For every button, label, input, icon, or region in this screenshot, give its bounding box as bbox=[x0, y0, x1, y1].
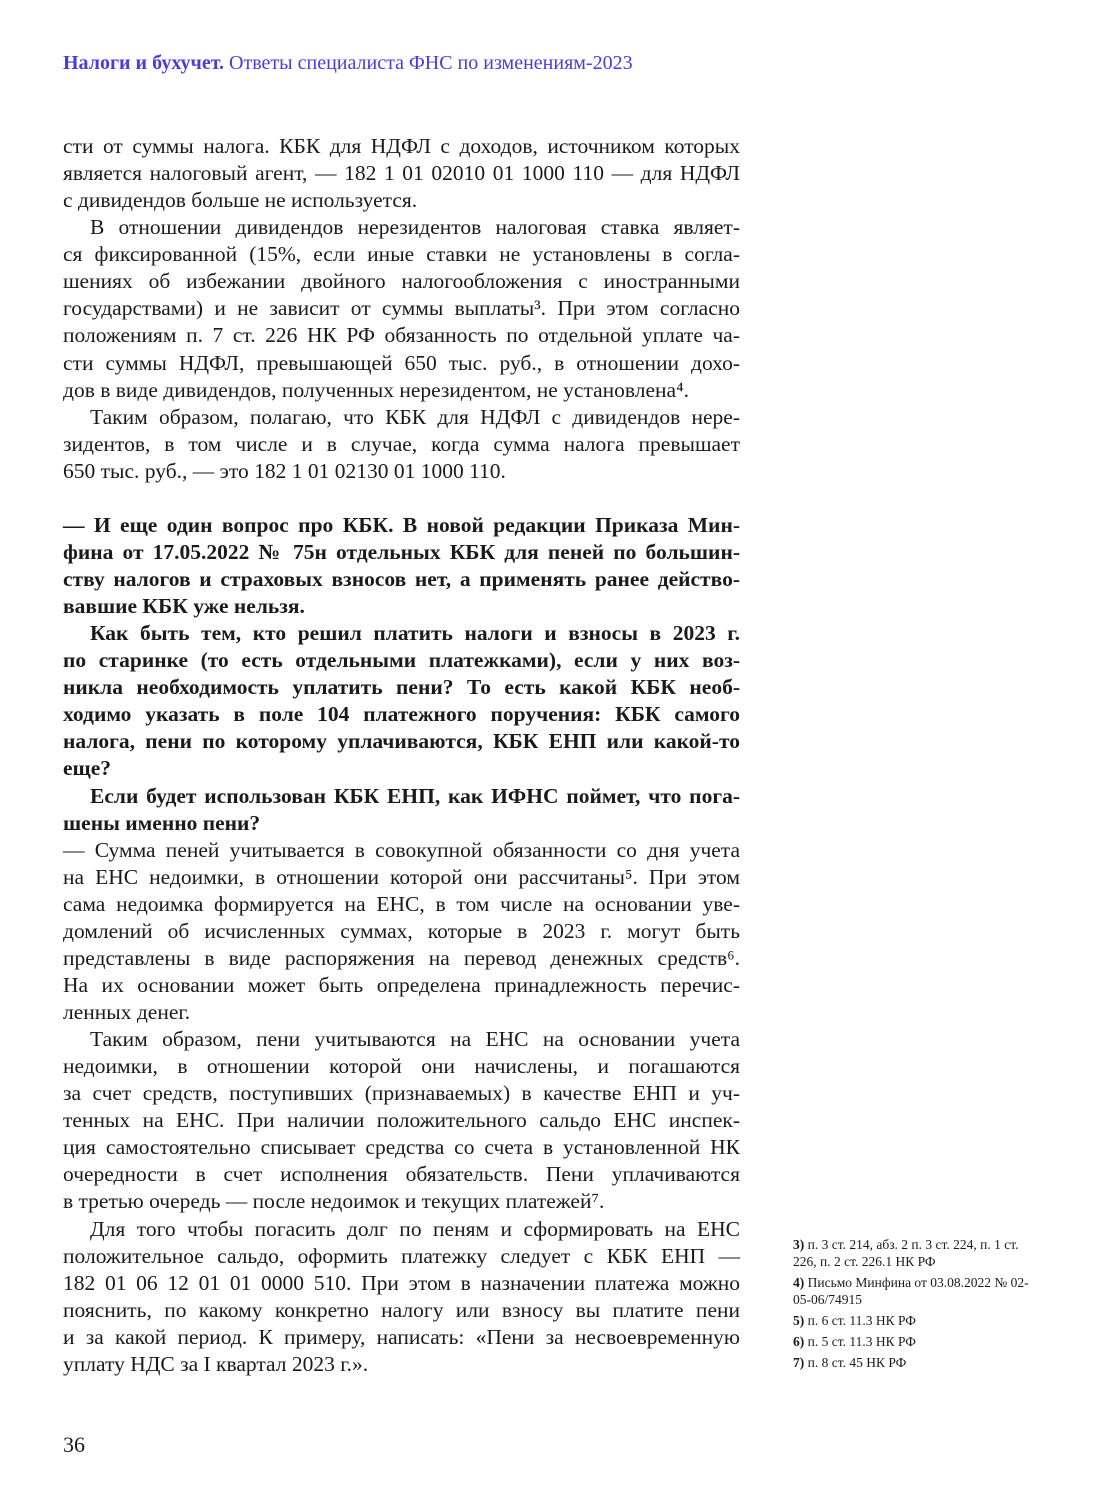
text-line: вавшие КБК уже нельзя. bbox=[63, 594, 305, 619]
footnote-number: 6) bbox=[793, 1334, 805, 1349]
paragraph bbox=[63, 837, 740, 1026]
page-number: 36 bbox=[63, 1432, 85, 1457]
text-line: Таким образом, пени учитываются на ЕНС на основании учета bbox=[90, 1027, 740, 1052]
text-line: по старинке (то есть отдельными платежками), если у них воз- bbox=[63, 648, 740, 673]
text-line: тенных на ЕНС. При наличии положительного сальдо ЕНС инспек- bbox=[63, 1108, 740, 1133]
text-line: в третью очередь — после недоимок и текущих платежей⁷. bbox=[63, 1189, 605, 1214]
text-line: сти суммы НДФЛ, превышающей 650 тыс. руб., в отношении дохо- bbox=[63, 350, 740, 375]
footnote-text: п. 5 ст. 11.3 НК РФ bbox=[807, 1334, 916, 1349]
footnote-text: Письмо Минфина от 03.08.2022 № 02-05-06/74915 bbox=[793, 1275, 1029, 1307]
text-line: сти от суммы налога. КБК для НДФЛ с доходов, источником которых bbox=[63, 134, 740, 158]
text-line: сама недоимка формируется на ЕНС, в том числе на основании уве- bbox=[63, 891, 740, 916]
footnote-text: п. 3 ст. 214, абз. 2 п. 3 ст. 224, п. 1 ст. 226, п. 2 ст. 226.1 НК РФ bbox=[793, 1237, 1019, 1269]
text-line: является налоговый агент, — 182 1 01 02010 01 1000 110 — для НДФЛ bbox=[63, 161, 740, 186]
paragraph bbox=[63, 404, 740, 485]
text-line: еще? bbox=[63, 756, 111, 781]
footnote bbox=[793, 1312, 1033, 1329]
footnote bbox=[793, 1236, 1033, 1270]
text-line: шениях об избежании двойного налогообложения с иностранными bbox=[63, 269, 740, 294]
text-line: фина от 17.05.2022 № 75н отдельных КБК для пеней по большин- bbox=[63, 539, 740, 564]
question-paragraph bbox=[63, 783, 740, 837]
text-line: дов в виде дивидендов, полученных нерезидентом, не установлена⁴. bbox=[63, 377, 689, 402]
text-line: налога, пени по которому уплачиваются, КБК ЕНП или какой-то bbox=[63, 729, 740, 754]
text-line: ходимо указать в поле 104 платежного поручения: КБК самого bbox=[63, 702, 740, 727]
footnote-text: п. 6 ст. 11.3 НК РФ bbox=[807, 1313, 916, 1328]
text-line: На их основании может быть определена принадлежность перечис- bbox=[63, 972, 740, 997]
text-line: зидентов, в том числе и в случае, когда сумма налога превышает bbox=[63, 431, 740, 456]
text-line: 182 01 06 12 01 01 0000 510. При этом в назначении платежа можно bbox=[63, 1270, 740, 1295]
text-line: В отношении дивидендов нерезидентов налоговая ставка являет- bbox=[90, 215, 740, 240]
paragraph bbox=[63, 1216, 740, 1378]
text-line: ся фиксированной (15%, если иные ставки не установлены в согла- bbox=[63, 242, 740, 267]
text-line: пояснить, по какому конкретно налогу или взносу вы платите пени bbox=[63, 1297, 740, 1322]
running-header bbox=[63, 52, 633, 75]
text-line: и за какой период. К примеру, написать: «Пени за несвоевременную bbox=[63, 1324, 740, 1349]
text-line: Таким образом, полагаю, что КБК для НДФЛ с дивидендов нере- bbox=[90, 404, 740, 429]
text-line: Для того чтобы погасить долг по пеням и сформировать на ЕНС bbox=[90, 1216, 740, 1241]
text-line: недоимки, в отношении которой они начислены, и погашаются bbox=[63, 1054, 740, 1079]
text-line: представлены в виде распоряжения на перевод денежных средств⁶. bbox=[63, 945, 740, 970]
text-line: государствами) и не зависит от суммы выплаты³. При этом согласно bbox=[63, 296, 740, 321]
header-title: Ответы специалиста ФНС по изменениям-2023 bbox=[229, 52, 633, 74]
article-body bbox=[63, 133, 740, 1378]
paragraph-gap bbox=[63, 485, 740, 512]
footnote bbox=[793, 1274, 1033, 1308]
text-line: — Сумма пеней учитывается в совокупной обязанности со дня учета bbox=[63, 837, 740, 862]
text-line: на ЕНС недоимки, в отношении которой они рассчитаны⁵. При этом bbox=[63, 864, 740, 889]
paragraph bbox=[63, 133, 740, 214]
question-paragraph bbox=[63, 620, 740, 782]
text-line: очередности в счет исполнения обязательств. Пени уплачиваются bbox=[63, 1162, 740, 1187]
text-line: с дивидендов больше не используется. bbox=[63, 188, 418, 213]
text-line: Если будет использован КБК ЕНП, как ИФНС поймет, что пога- bbox=[90, 783, 740, 808]
footnote-number: 4) bbox=[793, 1275, 805, 1290]
text-line: — И еще один вопрос про КБК. В новой редакции Приказа Мин- bbox=[63, 512, 740, 537]
text-line: Как быть тем, кто решил платить налоги и взносы в 2023 г. bbox=[90, 621, 740, 646]
paragraph bbox=[63, 1026, 740, 1215]
footnote-number: 5) bbox=[793, 1313, 805, 1328]
footnote-text: п. 8 ст. 45 НК РФ bbox=[807, 1355, 907, 1370]
text-line: никла необходимость уплатить пени? То есть какой КБК необ- bbox=[63, 675, 740, 700]
text-line: положительное сальдо, оформить платежку следует с КБК ЕНП — bbox=[63, 1243, 740, 1268]
text-line: положениям п. 7 ст. 226 НК РФ обязанность по отдельной уплате ча- bbox=[63, 323, 740, 348]
footnotes bbox=[793, 1236, 1033, 1375]
text-line: ция самостоятельно списывает средства со счета в установленной НК bbox=[63, 1135, 740, 1160]
footnote bbox=[793, 1333, 1033, 1350]
text-line: ленных денег. bbox=[63, 1000, 191, 1024]
question-paragraph bbox=[63, 512, 740, 620]
paragraph bbox=[63, 214, 740, 403]
text-line: домлений об исчисленных суммах, которые в 2023 г. могут быть bbox=[63, 918, 740, 943]
header-section: Налоги и бухучет. bbox=[63, 52, 225, 74]
footnote-number: 3) bbox=[793, 1237, 805, 1252]
text-line: ству налогов и страховых взносов нет, а применять ранее действо- bbox=[63, 567, 740, 591]
footnote-number: 7) bbox=[793, 1355, 805, 1370]
text-line: за счет средств, поступивших (признаваемых) в качестве ЕНП и уч- bbox=[63, 1081, 740, 1106]
text-line: уплату НДС за I квартал 2023 г.». bbox=[63, 1351, 369, 1376]
text-line: 650 тыс. руб., — это 182 1 01 02130 01 1000 110. bbox=[63, 458, 506, 483]
footnote bbox=[793, 1354, 1033, 1371]
text-line: шены именно пени? bbox=[63, 810, 261, 835]
